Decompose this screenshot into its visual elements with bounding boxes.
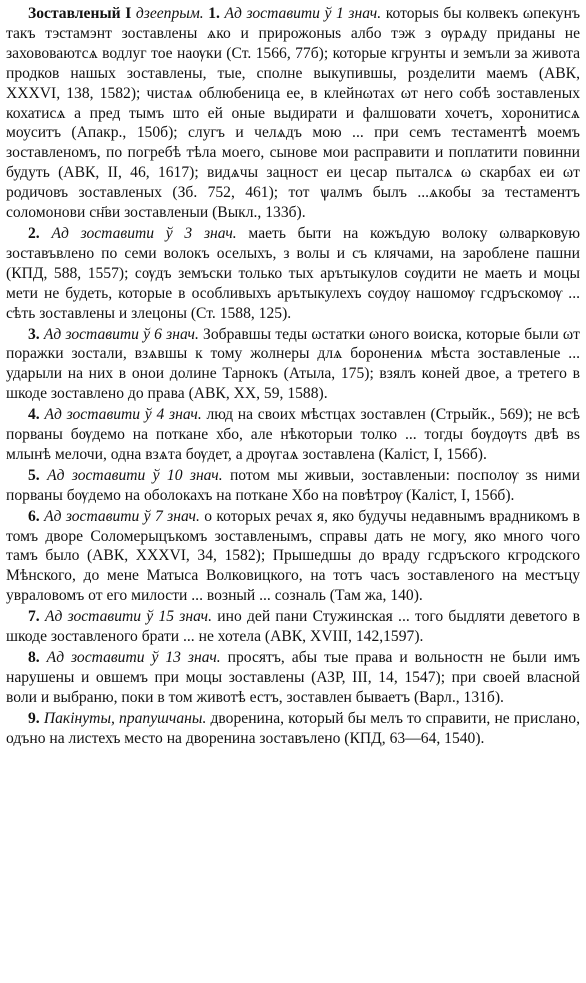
sense-definition: Ад зоставити ў 10 знач. [47, 466, 223, 484]
sense-number: 7. [28, 608, 40, 626]
sense-9 [6, 709, 580, 749]
sense-definition: Ад зоставити ў 3 знач. [51, 224, 237, 242]
sense-text: маеть быти на кожъдую волоку ωлварковую зоставъвлено по семи волокъ оселыхъ, з волы и съ клячами, на зароблене пашни (КПД, 588, 1557); сѹдъ земъски только тых арътыкулов сѹдити не маеть и моцы мети не будеть, которые в особливыхъ арътыкулехъ сѹдѹ нашомѹ гсдръскомѹ ... сѣть зоставлены и злецоны (Ст. 1588, 125). [6, 224, 580, 322]
sense-6 [6, 507, 580, 607]
sense-text: которыѕ бы колвекъ ωпекунъ такъ тэстамэнт зоставлены ѧко и прирожоныѕ албо тэж з ѹрѧду приданы не захововаютсѧ водлуг тое наѹки (Ст. 1566, 77б); которые кгрунты и земъли за живота продков нашых зоставлены, тые, сполне выкупившы, розделити маемъ (АВК, XXXVI, 138, 1582); чистаѧ облюбеница ее, в клейнωтах ωт него собѣ зоставленых кохатисѧ а пред тымъ што ей оные выдирати и фалшовати хочетъ, хоронитисѧ моуситъ (Апакр., 150б); слугъ и челѧдъ мою ... при семъ тестаментѣ моемъ зоставленомъ, по погребѣ тѣла моего, сынове мои расправити и поплатити повинни будуть (АВК, II, 46, 1617); видѧчы зацност еи цесар пыталсѧ ω скарбах еи ωт родичовъ зоставленых (Зб. 752, 461); тот ѱалмъ былъ ...ѧкобы за тестаментъ соломонови сн҃ви зоставленыи (Выкл., 133б). [6, 5, 581, 222]
sense-text: потом мы живыи, зоставленыи: посполѹ зѕ ними порваны бѹдемо на оболокахъ на поткане Хбо на повѣтрѹ (Каліст, I, 156б). [6, 466, 580, 504]
part-of-speech: дзеепрым. [135, 5, 204, 22]
sense-5 [6, 466, 580, 506]
sense-number: 5. [28, 466, 40, 484]
sense-text: просятъ, абы тые права и вольностн не были имъ нарушены и овшемъ при моцы зоставлены (АЗР, III, 14, 1547); при своей власной воли и выбраню, поки в том животѣ естъ, зоставлен бываетъ (Варл., 131б). [6, 649, 580, 706]
sense-number: 3. [28, 325, 40, 343]
sense-7 [6, 607, 580, 647]
sense-definition: Ад зоставити ў 4 знач. [44, 406, 202, 424]
sense-definition: Ад зоставити ў 13 знач. [46, 649, 221, 666]
sense-number: 8. [28, 649, 40, 666]
sense-definition: Пакінуты, прапушчаны. [43, 709, 207, 727]
sense-text: дворенина, который бы мелъ то справити, не прислано, одъно на листехъ место на дворенина зоставълено (КПД, 63—64, 1540). [6, 709, 580, 747]
sense-definition: Ад зоставити ў 1 знач. [224, 5, 382, 22]
sense-text: ино дей пани Стужинская ... того быдляти деветого в шкоде зоставленого брати ... не хотела (АВК, XVIII, 142,1597). [6, 608, 580, 646]
sense-8 [6, 648, 580, 708]
sense-definition: Ад зоставити ў 15 знач. [44, 608, 213, 626]
sense-number: 6. [28, 507, 40, 525]
sense-number: 2. [28, 224, 40, 242]
sense-text: Зобравшы теды ωстатки ωного воиска, которые были ωт поражки зостали, взѧвшы к тому жолнеры длѧ боронениѧ мѣста зоставленые ... ударыли на них в онои долине Тарнокъ (Атыла, 175); взялъ коней двое, а третего в шкоде зоставлено до права (АВК, XX, 59, 1588). [6, 325, 580, 403]
sense-2 [6, 224, 580, 324]
sense-text: люд на своих мѣстцах зоставлен (Стрыйк., 569); не всѣ порваны бѹдемо на поткане хбо, але нѣкоторыи толко ... тогды бѹдѹтѕ двѣ вѕ млынѣ мелочи, одна взѧта бѹдет, а дрѹгаѧ зоставлена (Каліст, I, 156б). [6, 406, 580, 463]
sense-4 [6, 405, 580, 465]
sense-definition: Ад зоставити ў 7 знач. [44, 507, 200, 525]
sense-number: 1. [208, 5, 220, 22]
sense-1 [6, 4, 580, 223]
sense-3 [6, 325, 580, 405]
sense-text: о которых речах я, яко будучы недавнымъ врадникомъ в томъ дворе Соломерыцъкомъ зоставленымъ, справы дать не могу, яко много чого тамъ было (АВК, XXXVI, 34, 1582); Прышедшы до враду гсдръского кгродского Мѣнского, до мене Матыса Волковицкого, на тотъ часъ зоставленого на местъцу увраловомъ от его милости ... возный ... созналь (Там жа, 140). [6, 507, 581, 605]
headword: Зоставленый I [28, 5, 132, 22]
sense-definition: Ад зоставити ў 6 знач. [43, 325, 199, 343]
sense-number: 9. [28, 709, 40, 727]
sense-number: 4. [28, 406, 40, 424]
